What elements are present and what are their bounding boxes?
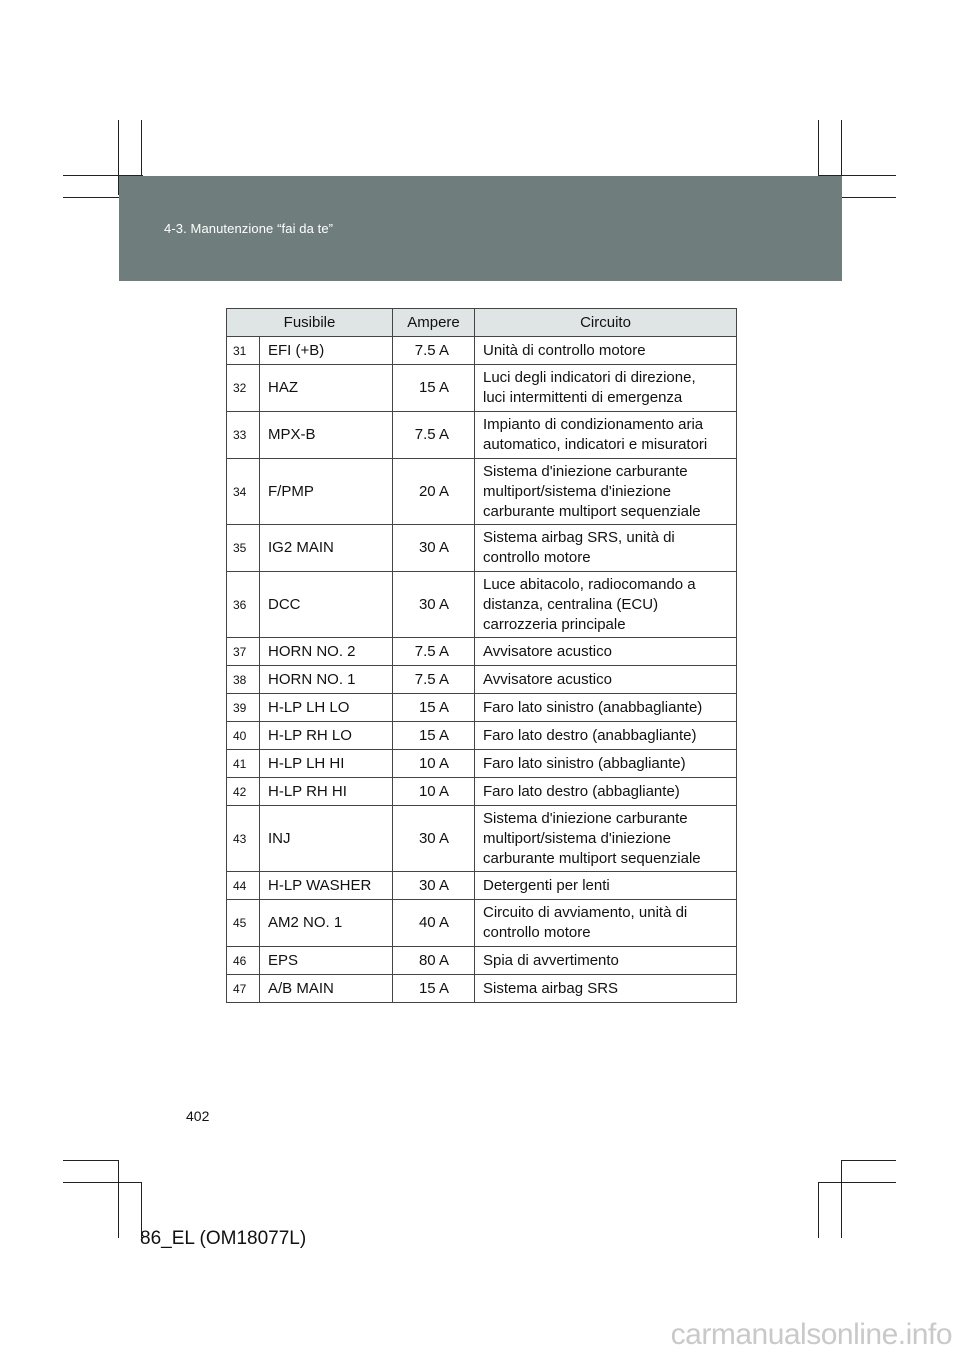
circuit-cell — [475, 337, 737, 365]
ampere-cell: 30 A — [393, 872, 475, 900]
crop-mark — [63, 197, 120, 198]
circuit-line: Sistema d'iniezione carburante — [483, 462, 688, 480]
fuse-name-cell: HAZ — [260, 365, 393, 412]
crop-mark — [841, 1160, 896, 1161]
circuit-line: Spia di avvertimento — [483, 951, 619, 969]
ampere-cell: 80 A — [393, 947, 475, 975]
ampere-cell: 15 A — [393, 722, 475, 750]
table-row — [227, 750, 737, 778]
crop-mark — [841, 1160, 842, 1238]
table-row — [227, 337, 737, 365]
fuse-table — [226, 308, 737, 1003]
fuse-number-cell: 45 — [227, 900, 260, 947]
table-row — [227, 900, 737, 947]
fuse-name-cell: MPX-B — [260, 412, 393, 459]
document-code: 86_EL (OM18077L) — [140, 1228, 307, 1249]
table-row — [227, 975, 737, 1003]
circuit-cell — [475, 750, 737, 778]
table-row — [227, 947, 737, 975]
column-header-ampere: Ampere — [393, 309, 475, 337]
circuit-line: Faro lato destro (anabbagliante) — [483, 726, 697, 744]
table-row — [227, 778, 737, 806]
circuit-line: Sistema airbag SRS — [483, 979, 619, 997]
fuse-name-cell: DCC — [260, 572, 393, 638]
circuit-line: Sistema d'iniezione carburante — [483, 809, 688, 827]
fuse-number-cell: 46 — [227, 947, 260, 975]
ampere-cell: 30 A — [393, 525, 475, 572]
fuse-number-cell: 35 — [227, 525, 260, 572]
ampere-cell: 15 A — [393, 975, 475, 1003]
circuit-line: distanza, centralina (ECU) — [483, 595, 659, 613]
fuse-name-cell: H-LP LH LO — [260, 694, 393, 722]
circuit-cell — [475, 459, 737, 525]
ampere-cell: 7.5 A — [393, 412, 475, 459]
circuit-cell — [475, 666, 737, 694]
ampere-cell: 15 A — [393, 694, 475, 722]
circuit-line: Luce abitacolo, radiocomando a — [483, 575, 696, 593]
section-title: 4-3. Manutenzione “fai da te” — [164, 221, 334, 236]
circuit-line: automatico, indicatori e misuratori — [483, 436, 708, 453]
fuse-number-cell: 40 — [227, 722, 260, 750]
circuit-line: Detergenti per lenti — [483, 876, 610, 894]
table-row — [227, 638, 737, 666]
circuit-line: Luci degli indicatori di direzione, — [483, 369, 696, 386]
circuit-cell — [475, 872, 737, 900]
fuse-number-cell: 38 — [227, 666, 260, 694]
circuit-line: controllo motore — [483, 924, 591, 941]
ampere-cell: 40 A — [393, 900, 475, 947]
fuse-name-cell: H-LP RH LO — [260, 722, 393, 750]
page-number: 402 — [186, 1108, 210, 1124]
crop-mark — [118, 1160, 119, 1238]
fuse-name-cell: H-LP RH HI — [260, 778, 393, 806]
crop-mark — [818, 1182, 896, 1183]
table-row — [227, 806, 737, 872]
circuit-line: Avvisatore acustico — [483, 642, 612, 660]
crop-mark — [63, 1160, 119, 1161]
fuse-number-cell: 47 — [227, 975, 260, 1003]
ampere-cell: 7.5 A — [393, 638, 475, 666]
fuse-name-cell: F/PMP — [260, 459, 393, 525]
fuse-name-cell: A/B MAIN — [260, 975, 393, 1003]
fuse-number-cell: 43 — [227, 806, 260, 872]
table-header-row — [227, 309, 737, 337]
crop-mark — [841, 197, 896, 198]
circuit-line: multiport/sistema d'iniezione — [483, 829, 671, 847]
circuit-cell — [475, 365, 737, 412]
circuit-cell — [475, 778, 737, 806]
ampere-cell: 7.5 A — [393, 666, 475, 694]
ampere-cell: 15 A — [393, 365, 475, 412]
ampere-cell: 20 A — [393, 459, 475, 525]
circuit-line: Unità di controllo motore — [483, 341, 646, 359]
crop-mark — [63, 1182, 142, 1183]
ampere-cell: 10 A — [393, 750, 475, 778]
fuse-name-cell: H-LP WASHER — [260, 872, 393, 900]
fuse-number-cell: 39 — [227, 694, 260, 722]
circuit-cell — [475, 900, 737, 947]
ampere-cell: 30 A — [393, 572, 475, 638]
table-row — [227, 525, 737, 572]
circuit-cell — [475, 412, 737, 459]
circuit-line: controllo motore — [483, 549, 591, 566]
circuit-cell — [475, 947, 737, 975]
circuit-line: carburante multiport sequenziale — [483, 849, 701, 867]
circuit-line: Faro lato sinistro (anabbagliante) — [483, 698, 703, 716]
fuse-number-cell: 37 — [227, 638, 260, 666]
fuse-name-cell: HORN NO. 2 — [260, 638, 393, 666]
circuit-line: Sistema airbag SRS, unità di — [483, 529, 675, 546]
fuse-name-cell: EPS — [260, 947, 393, 975]
fuse-number-cell: 31 — [227, 337, 260, 365]
circuit-line: Faro lato destro (abbagliante) — [483, 782, 680, 800]
fuse-number-cell: 34 — [227, 459, 260, 525]
table-row — [227, 572, 737, 638]
fuse-name-cell: AM2 NO. 1 — [260, 900, 393, 947]
circuit-line: Avvisatore acustico — [483, 670, 612, 688]
column-header-fusibile: Fusibile — [227, 309, 393, 337]
watermark-text: carmanualsonline.info — [670, 1318, 952, 1351]
ampere-cell: 7.5 A — [393, 337, 475, 365]
crop-mark — [818, 1182, 819, 1238]
table-row — [227, 694, 737, 722]
circuit-cell — [475, 806, 737, 872]
circuit-cell — [475, 975, 737, 1003]
fuse-number-cell: 44 — [227, 872, 260, 900]
fuse-number-cell: 36 — [227, 572, 260, 638]
circuit-line: carburante multiport sequenziale — [483, 502, 701, 520]
circuit-cell — [475, 694, 737, 722]
fuse-number-cell: 41 — [227, 750, 260, 778]
ampere-cell: 30 A — [393, 806, 475, 872]
fuse-name-cell: H-LP LH HI — [260, 750, 393, 778]
circuit-line: luci intermittenti di emergenza — [483, 389, 683, 406]
fuse-number-cell: 33 — [227, 412, 260, 459]
ampere-cell: 10 A — [393, 778, 475, 806]
circuit-line: multiport/sistema d'iniezione — [483, 482, 671, 500]
fuse-number-cell: 42 — [227, 778, 260, 806]
fuse-name-cell: HORN NO. 1 — [260, 666, 393, 694]
circuit-cell — [475, 638, 737, 666]
table-row — [227, 412, 737, 459]
table-row — [227, 459, 737, 525]
fuse-name-cell: INJ — [260, 806, 393, 872]
table-row — [227, 666, 737, 694]
circuit-line: Circuito di avviamento, unità di — [483, 904, 688, 921]
circuit-line: carrozzeria principale — [483, 615, 626, 633]
table-body — [227, 337, 737, 1003]
fuse-number-cell: 32 — [227, 365, 260, 412]
table-row — [227, 722, 737, 750]
table-row — [227, 365, 737, 412]
circuit-cell — [475, 572, 737, 638]
fuse-name-cell: EFI (+B) — [260, 337, 393, 365]
fuse-name-cell: IG2 MAIN — [260, 525, 393, 572]
circuit-cell — [475, 525, 737, 572]
table-row — [227, 872, 737, 900]
circuit-line: Impianto di condizionamento aria — [483, 416, 704, 433]
circuit-cell — [475, 722, 737, 750]
circuit-line: Faro lato sinistro (abbagliante) — [483, 754, 686, 772]
column-header-circuito: Circuito — [475, 309, 737, 337]
